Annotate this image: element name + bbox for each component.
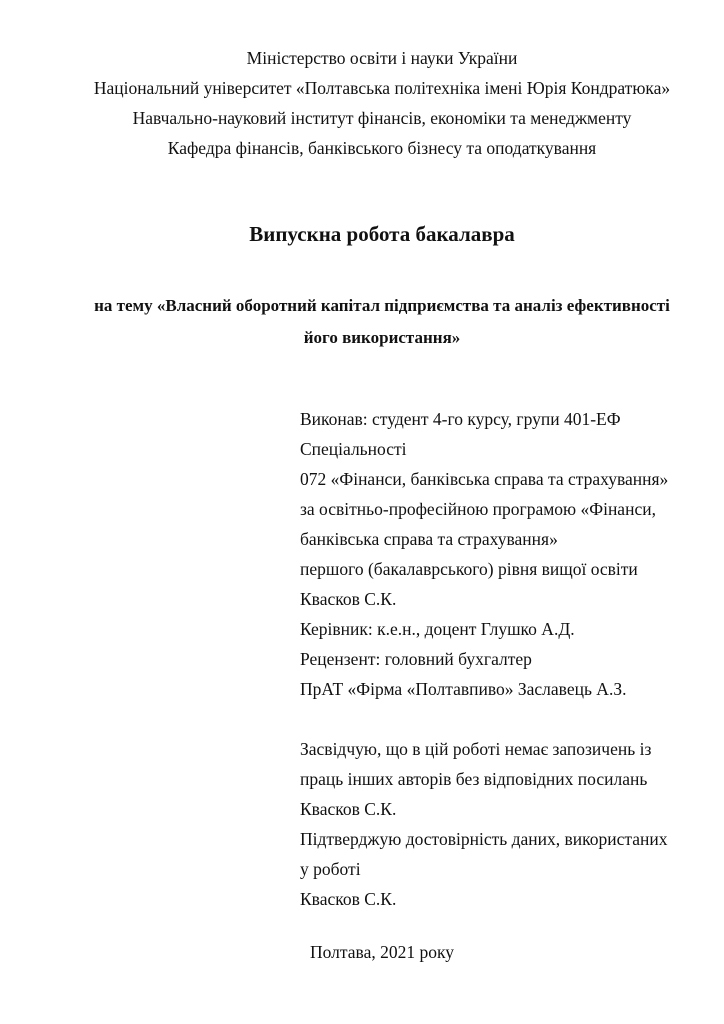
program-line-1: за освітньо-професійною програмою «Фінанси, <box>300 499 656 519</box>
declaration-signature-line: Квасков С.К. <box>300 799 397 819</box>
blank-line <box>300 704 676 734</box>
speciality-label-line: Спеціальності <box>300 439 407 459</box>
supervisor-line: Керівник: к.е.н., доцент Глушко А.Д. <box>300 619 575 639</box>
ministry-line: Міністерство освіти і науки України <box>246 48 518 68</box>
speciality-code-line: 072 «Фінанси, банківська справа та страхування» <box>300 469 669 489</box>
thesis-topic-line-2: його використання» <box>303 328 461 347</box>
program-line-2: банківська справа та страхування» <box>300 529 558 549</box>
declaration-line-1: Засвідчую, що в цій роботі немає запозичень із <box>300 739 652 759</box>
thesis-topic <box>88 290 676 354</box>
document-content <box>88 43 676 967</box>
reviewer-line-1: Рецензент: головний бухгалтер <box>300 649 532 669</box>
confirmation-signature-line: Квасков С.К. <box>300 889 397 909</box>
declaration-line-2: праць інших авторів без відповідних посилань <box>300 769 648 789</box>
degree-level-line: першого (бакалаврського) рівня вищої освіти <box>300 559 638 579</box>
reviewer-line-2: ПрАТ «Фірма «Полтавпиво» Заславець А.З. <box>300 679 627 699</box>
university-line: Національний університет «Полтавська політехніка імені Юрія Кондратюка» <box>93 78 671 98</box>
department-line: Кафедра фінансів, банківського бізнесу та оподаткування <box>167 138 597 158</box>
data-confirmation-line-2: у роботі <box>300 859 361 879</box>
student-name-line: Квасков С.К. <box>300 589 397 609</box>
attribution-block <box>300 404 676 914</box>
city-year-line: Полтава, 2021 року <box>310 942 454 962</box>
thesis-title: Випускна робота бакалавра <box>249 222 515 246</box>
thesis-topic-line-1: на тему «Власний оборотний капітал підприємства та аналіз ефективності <box>94 296 670 315</box>
institution-header <box>88 43 676 163</box>
institute-line: Навчально-науковий інститут фінансів, економіки та менеджменту <box>132 108 632 128</box>
data-confirmation-line-1: Підтверджую достовірність даних, використаних <box>300 829 668 849</box>
performer-line: Виконав: студент 4-го курсу, групи 401-ЕФ <box>300 409 621 429</box>
